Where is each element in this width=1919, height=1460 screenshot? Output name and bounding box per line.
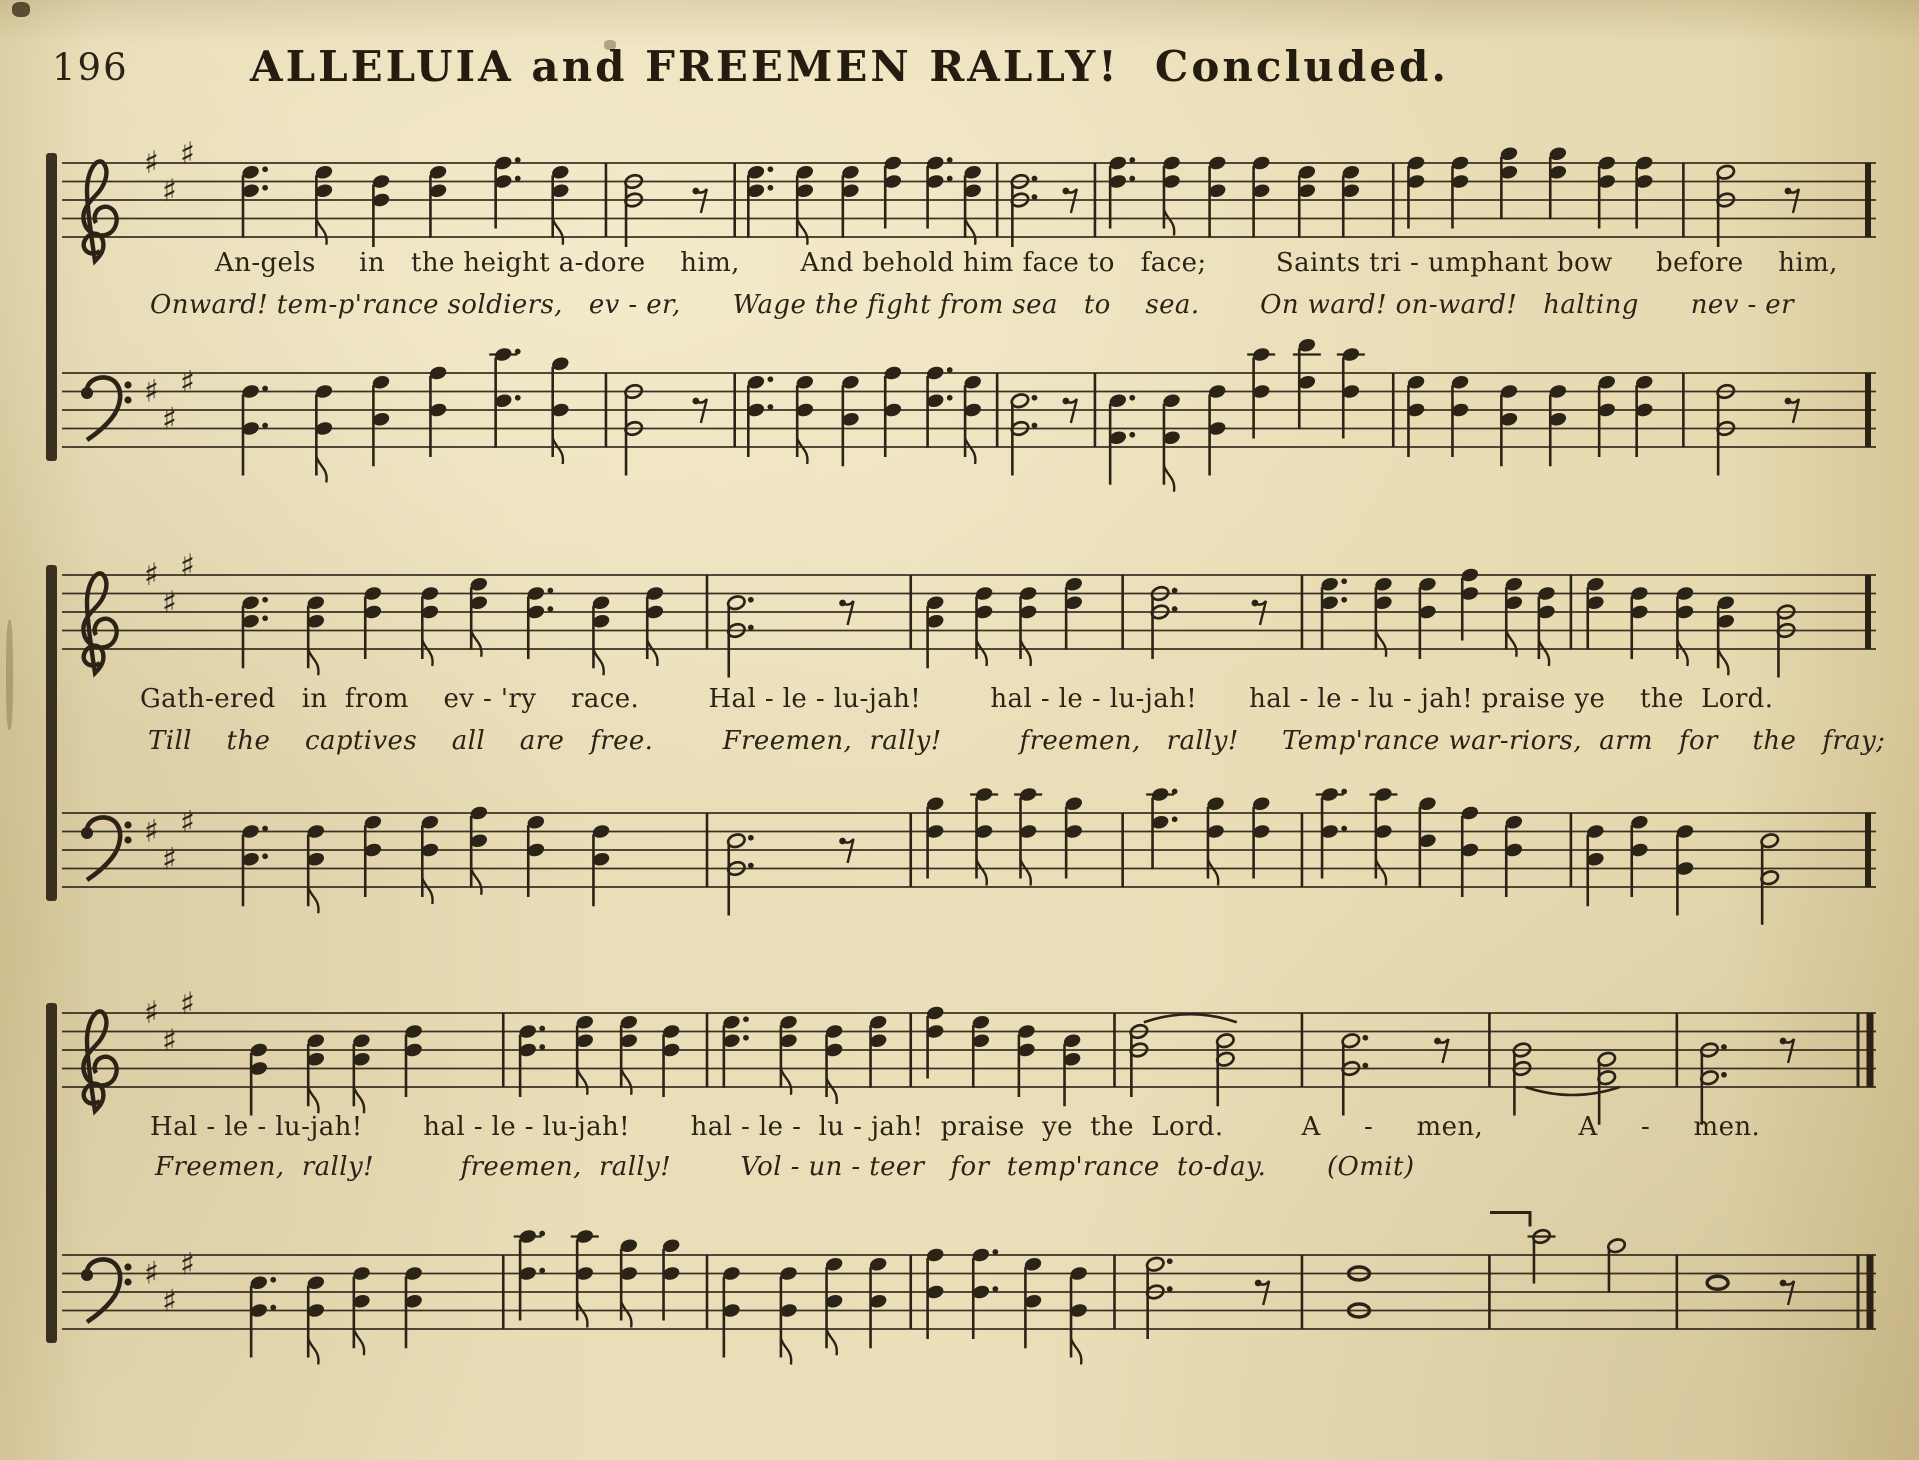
note bbox=[1369, 786, 1397, 885]
note bbox=[1145, 1256, 1172, 1339]
note bbox=[1634, 155, 1654, 229]
note bbox=[420, 814, 440, 904]
omit-bracket bbox=[1490, 1213, 1530, 1227]
note bbox=[868, 1256, 888, 1348]
note bbox=[795, 374, 815, 464]
note bbox=[1207, 155, 1227, 238]
note bbox=[591, 823, 611, 906]
note bbox=[241, 823, 268, 906]
note bbox=[1207, 383, 1227, 475]
note bbox=[306, 1032, 326, 1113]
note bbox=[1548, 383, 1568, 466]
note bbox=[726, 832, 753, 915]
sharp-icon: ♯ bbox=[144, 1255, 160, 1292]
system-brace-bar bbox=[46, 1003, 57, 1343]
bass-clef-icon bbox=[81, 1259, 132, 1322]
treble-clef-icon bbox=[83, 161, 116, 261]
note bbox=[314, 383, 334, 482]
note bbox=[1023, 1256, 1043, 1348]
note bbox=[1460, 567, 1480, 641]
note bbox=[841, 374, 861, 466]
note bbox=[1146, 786, 1177, 869]
note bbox=[619, 1237, 639, 1327]
note bbox=[1716, 594, 1736, 675]
note bbox=[1537, 585, 1557, 666]
note bbox=[1512, 1042, 1532, 1116]
sharp-icon: ♯ bbox=[180, 135, 196, 172]
note bbox=[1630, 814, 1650, 897]
note bbox=[1707, 1276, 1728, 1289]
note bbox=[1406, 155, 1426, 229]
note bbox=[306, 594, 326, 675]
note bbox=[722, 1265, 742, 1357]
note bbox=[624, 173, 644, 247]
note bbox=[1760, 832, 1780, 924]
lyrics-line-italic-system-2: Till the captives all are free. Freemen, rally! freemen, rally! Temp'rance war-riors, arm for the fray; bbox=[148, 726, 1886, 756]
note bbox=[1010, 173, 1037, 247]
note bbox=[1675, 823, 1695, 915]
note bbox=[1504, 814, 1524, 897]
note bbox=[1162, 392, 1182, 491]
note bbox=[795, 164, 815, 245]
treble-clef-icon bbox=[83, 573, 116, 673]
note bbox=[1634, 374, 1654, 457]
note bbox=[1607, 1237, 1627, 1292]
treble-staff-system-3 bbox=[40, 943, 1900, 1161]
note bbox=[591, 594, 611, 675]
note bbox=[1010, 392, 1037, 475]
note bbox=[1014, 786, 1042, 885]
note bbox=[963, 374, 983, 464]
sharp-icon: ♯ bbox=[162, 1283, 178, 1320]
note bbox=[493, 155, 520, 229]
note bbox=[1162, 155, 1182, 236]
bass-clef-icon bbox=[81, 817, 132, 880]
note bbox=[1064, 795, 1084, 878]
note bbox=[1716, 164, 1736, 247]
note bbox=[306, 1274, 326, 1364]
note bbox=[1418, 576, 1438, 659]
note bbox=[1293, 337, 1321, 429]
note bbox=[1018, 585, 1038, 666]
note bbox=[645, 585, 665, 666]
note bbox=[1406, 374, 1426, 457]
lyrics-line-italic-system-3: Freemen, rally! freemen, rally! Vol - un - teer for temp'rance to-day. (Omit) bbox=[155, 1152, 1415, 1182]
sharp-icon: ♯ bbox=[180, 364, 196, 401]
note bbox=[619, 1014, 639, 1095]
note bbox=[404, 1265, 424, 1348]
bass-staff-system-1 bbox=[40, 303, 1900, 521]
tie-slur bbox=[1144, 1014, 1237, 1022]
note bbox=[1499, 383, 1519, 466]
note bbox=[1700, 1042, 1727, 1125]
sharp-icon: ♯ bbox=[144, 557, 160, 593]
note bbox=[363, 585, 383, 659]
bass-staff-system-3 bbox=[40, 1185, 1900, 1403]
note bbox=[970, 786, 998, 885]
sharp-icon: ♯ bbox=[180, 547, 196, 584]
note bbox=[420, 585, 440, 666]
treble-clef-icon bbox=[83, 1011, 116, 1111]
note bbox=[883, 155, 903, 229]
note bbox=[1150, 585, 1177, 659]
note bbox=[249, 1042, 269, 1116]
note bbox=[1206, 795, 1226, 885]
sharp-icon: ♯ bbox=[144, 373, 160, 410]
note bbox=[779, 1265, 799, 1364]
sharp-icon: ♯ bbox=[180, 804, 196, 841]
note bbox=[371, 374, 391, 466]
lyrics-line-roman-system-1: An-gels in the height a-dore him, And behold him face to face; Saints tri - umphant bow before him, bbox=[215, 248, 1838, 278]
sharp-icon: ♯ bbox=[144, 995, 160, 1031]
note bbox=[249, 1274, 276, 1357]
scan-smudge bbox=[12, 2, 30, 17]
note bbox=[1504, 576, 1524, 657]
note bbox=[489, 346, 520, 448]
note bbox=[1251, 155, 1271, 238]
scan-smudge bbox=[6, 620, 13, 730]
page-title: ALLELUIA and FREEMEN RALLY! Concluded. bbox=[250, 42, 1450, 91]
note bbox=[1017, 1023, 1037, 1097]
note bbox=[1069, 1265, 1089, 1364]
note bbox=[883, 365, 903, 457]
sharp-icon: ♯ bbox=[162, 172, 178, 209]
note bbox=[1374, 576, 1394, 657]
note bbox=[1108, 392, 1135, 484]
sharp-icon: ♯ bbox=[144, 813, 160, 850]
treble-staff-system-1 bbox=[40, 93, 1900, 311]
note bbox=[925, 1247, 945, 1339]
note bbox=[925, 155, 952, 229]
lyrics-line-roman-system-3: Hal - le - lu-jah! hal - le - lu-jah! hal - le - lu - jah! praise ye the Lord. A - men, A - men. bbox=[150, 1112, 1761, 1142]
note bbox=[404, 1023, 424, 1097]
note bbox=[518, 1023, 545, 1097]
note bbox=[1450, 374, 1470, 457]
note bbox=[1776, 604, 1796, 678]
note bbox=[1597, 155, 1617, 229]
note bbox=[526, 814, 546, 897]
system-brace-bar bbox=[46, 565, 57, 901]
note bbox=[571, 1228, 599, 1327]
note bbox=[1586, 823, 1606, 906]
sharp-icon: ♯ bbox=[180, 1246, 196, 1283]
note bbox=[925, 795, 945, 878]
note bbox=[661, 1023, 681, 1097]
note bbox=[1108, 155, 1135, 229]
note bbox=[1630, 585, 1650, 659]
note bbox=[661, 1237, 681, 1320]
note bbox=[925, 1005, 945, 1079]
note bbox=[550, 164, 570, 245]
system-brace-bar bbox=[46, 153, 57, 461]
sharp-icon: ♯ bbox=[180, 985, 196, 1022]
tie-slur bbox=[1525, 1087, 1620, 1095]
note bbox=[352, 1032, 372, 1113]
treble-staff-system-2 bbox=[40, 505, 1900, 723]
note bbox=[1251, 795, 1271, 878]
note bbox=[726, 594, 753, 677]
note bbox=[314, 164, 334, 245]
page-number: 196 bbox=[52, 46, 129, 89]
note bbox=[469, 576, 489, 657]
note bbox=[1675, 585, 1695, 666]
note bbox=[526, 585, 553, 659]
sharp-icon: ♯ bbox=[162, 841, 178, 878]
lyrics-line-italic-system-1: Onward! tem-p'rance soldiers, ev - er, Wage the fight from sea to sea. On ward! on-ward! halting nev - er bbox=[150, 290, 1794, 320]
note bbox=[1450, 155, 1470, 229]
sharp-icon: ♯ bbox=[162, 401, 178, 438]
note bbox=[1418, 795, 1438, 887]
note bbox=[1341, 1032, 1368, 1115]
note bbox=[575, 1014, 595, 1095]
sharp-icon: ♯ bbox=[162, 584, 178, 621]
bass-staff-system-2 bbox=[40, 743, 1900, 961]
note bbox=[428, 365, 448, 457]
note bbox=[974, 585, 994, 666]
note bbox=[824, 1023, 844, 1104]
sharp-icon: ♯ bbox=[144, 145, 160, 181]
note bbox=[1460, 805, 1480, 897]
note bbox=[371, 173, 391, 247]
note bbox=[779, 1014, 799, 1095]
note bbox=[824, 1256, 844, 1355]
sharp-icon: ♯ bbox=[162, 1022, 178, 1059]
note bbox=[746, 374, 773, 457]
note bbox=[1597, 374, 1617, 457]
note bbox=[1129, 1023, 1149, 1097]
note bbox=[925, 365, 952, 448]
lyrics-line-roman-system-2: Gath-ered in from ev - 'ry race. Hal - le - lu-jah! hal - le - lu-jah! hal - le - lu - jah! praise ye the Lord. bbox=[140, 684, 1774, 714]
note bbox=[963, 164, 983, 245]
bass-clef-icon bbox=[81, 377, 132, 440]
note bbox=[363, 814, 383, 897]
